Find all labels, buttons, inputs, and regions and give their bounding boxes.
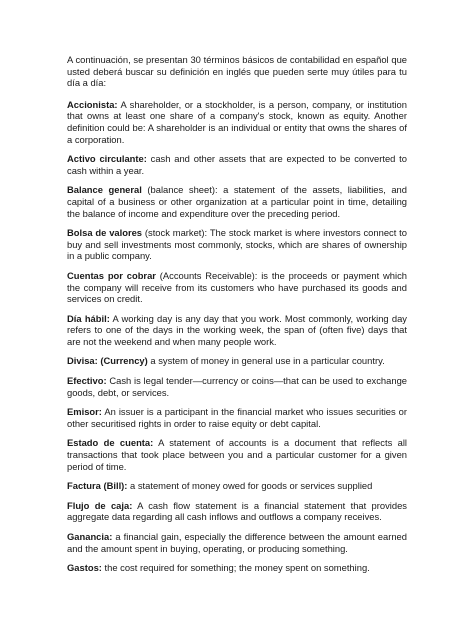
- entry-term: Factura (Bill):: [67, 480, 128, 492]
- entry-definition: A cash flow statement is a financial statement that provides aggregate data regarding all cash inflows and outflows a company receives.: [67, 499, 407, 523]
- glossary-entry: [67, 406, 407, 429]
- entry-term: Bolsa de valores: [67, 227, 143, 239]
- entry-definition: a statement of money owed for goods or services supplied: [127, 480, 373, 492]
- entry-term: Estado de cuenta:: [67, 437, 154, 449]
- entry-definition: (balance sheet): a statement of the assets, liabilities, and capital of a business or other organization at a particular point in time, detailing the balance of income and expenditure over the preceding period.: [67, 184, 407, 219]
- glossary-entry: [67, 375, 407, 398]
- glossary-entry: [67, 355, 407, 367]
- entry-definition: (stock market): The stock market is where investors connect to buy and sell investments most commonly, stocks, which are shares of ownership in a public company.: [67, 227, 408, 262]
- entry-definition: a system of money in general use in a particular country.: [147, 355, 385, 367]
- entry-definition: An issuer is a participant in the financial market who issues securities or other securitised rights in order to raise equity or debt capital.: [67, 406, 407, 429]
- entry-definition: a financial gain, especially the difference between the amount earned and the amount spent in buying, operating, or producing something.: [67, 531, 407, 554]
- entry-term: Balance general: [67, 184, 142, 196]
- entry-term: Accionista:: [67, 98, 118, 110]
- entry-term: Cuentas por cobrar: [67, 269, 156, 281]
- glossary-entry: [67, 153, 407, 176]
- entry-term: Divisa: (Currency): [67, 355, 148, 367]
- glossary-entry: [67, 227, 407, 262]
- entry-definition: Cash is legal tender—currency or coins—that can be used to exchange goods, debt, or services.: [67, 375, 407, 398]
- entry-term: Ganancia:: [67, 531, 113, 542]
- glossary-entry: [67, 184, 407, 219]
- entry-definition: (Accounts Receivable): is the proceeds or payment which the company will receive from its customers who have purchased its goods and services on credit.: [67, 269, 407, 305]
- entry-term: Gastos:: [67, 562, 102, 574]
- entry-term: Activo circulante:: [67, 153, 147, 165]
- glossary-entry: [67, 437, 407, 472]
- glossary-entry: [67, 562, 407, 574]
- entry-definition: A statement of accounts is a document that reflects all transactions that took place between you and a particular customer for a given period of time.: [67, 437, 407, 472]
- entry-definition: cash and other assets that are expected to be converted to cash within a year.: [67, 153, 407, 176]
- glossary-entry: [67, 99, 407, 145]
- glossary-entry: [67, 480, 407, 492]
- entry-definition: A working day is any day that you work. Most commonly, working day refers to one of the days in the working week, the span of (often five) days that are not the weekend and when many people work.: [67, 312, 407, 347]
- entry-term: Efectivo:: [67, 375, 107, 387]
- entry-term: Día hábil:: [67, 312, 110, 324]
- glossary-entry: [67, 313, 407, 348]
- entry-definition: A shareholder, or a stockholder, is a person, company, or institution that owns at least one share of a company's stock, known as equity. Another definition could be: A shareholder is an individual or entity that owns the shares of a corporation.: [67, 98, 407, 145]
- glossary-entry: [67, 270, 407, 305]
- entry-term: Emisor:: [67, 406, 102, 418]
- entry-term: Flujo de caja:: [67, 499, 133, 511]
- glossary-entry: [67, 500, 407, 523]
- intro-paragraph: A continuación, se presentan 30 términos básicos de contabilidad en español que usted deberá buscar su definición en inglés que pueden serte muy útiles para tu día a día:: [67, 54, 407, 89]
- glossary-entry: [67, 531, 407, 554]
- entry-definition: the cost required for something; the money spent on something.: [101, 562, 370, 574]
